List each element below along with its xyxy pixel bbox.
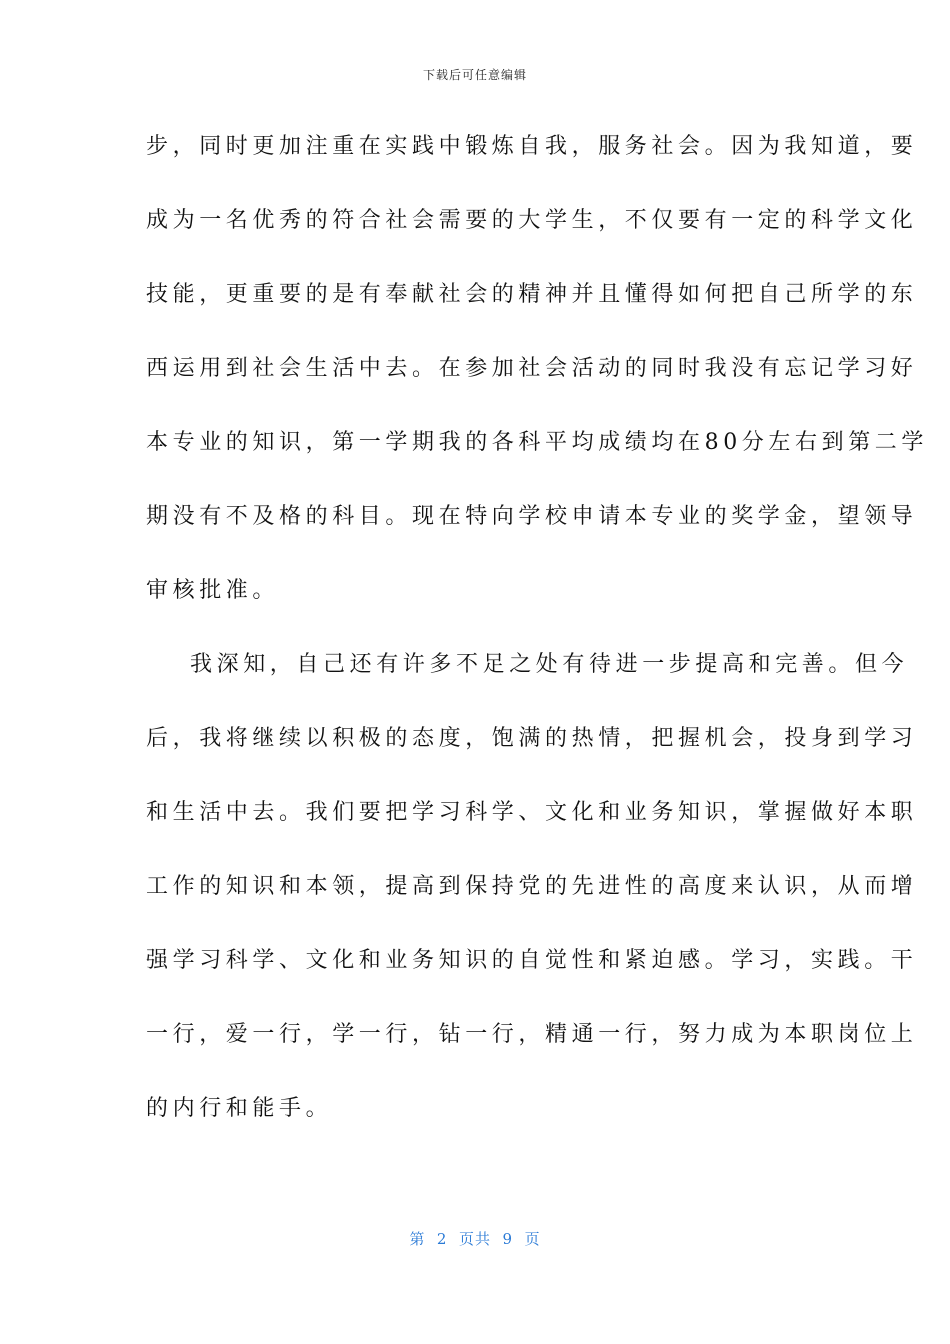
text-line: 强学习科学、文化和业务知识的自觉性和紧迫感。学习，实践。干: [146, 948, 918, 973]
text-line: 西运用到社会生活中去。在参加社会活动的同时我没有忘记学习好: [146, 356, 918, 381]
text-line: 和生活中去。我们要把学习科学、文化和业务知识，掌握做好本职: [146, 800, 918, 825]
text-line: 后，我将继续以积极的态度，饱满的热情，把握机会，投身到学习: [146, 726, 918, 751]
text-line: 成为一名优秀的符合社会需要的大学生，不仅要有一定的科学文化: [146, 208, 918, 233]
text-line: 技能，更重要的是有奉献社会的精神并且懂得如何把自己所学的东: [146, 282, 918, 307]
text-line: 的内行和能手。: [146, 1096, 333, 1121]
text-line: 期没有不及格的科目。现在特向学校申请本专业的奖学金，望领导: [146, 504, 918, 529]
text-line: 工作的知识和本领，提高到保持党的先进性的高度来认识，从而增: [146, 874, 918, 899]
text-line: 一行，爱一行，学一行，钻一行，精通一行，努力成为本职岗位上: [146, 1022, 918, 1047]
paragraph-start-line: 我深知，自己还有许多不足之处有待进一步提高和完善。但今: [190, 652, 909, 677]
text-line: 步，同时更加注重在实践中锻炼自我，服务社会。因为我知道，要: [146, 134, 918, 159]
document-body: [146, 127, 928, 1163]
page-header: 下载后可任意编辑: [422, 68, 527, 82]
text-line: 审核批准。: [146, 578, 280, 603]
page-number: 第 2 页共 9 页: [409, 1230, 541, 1248]
text-line: 本专业的知识，第一学期我的各科平均成绩均在80分左右到第二学: [146, 430, 928, 455]
